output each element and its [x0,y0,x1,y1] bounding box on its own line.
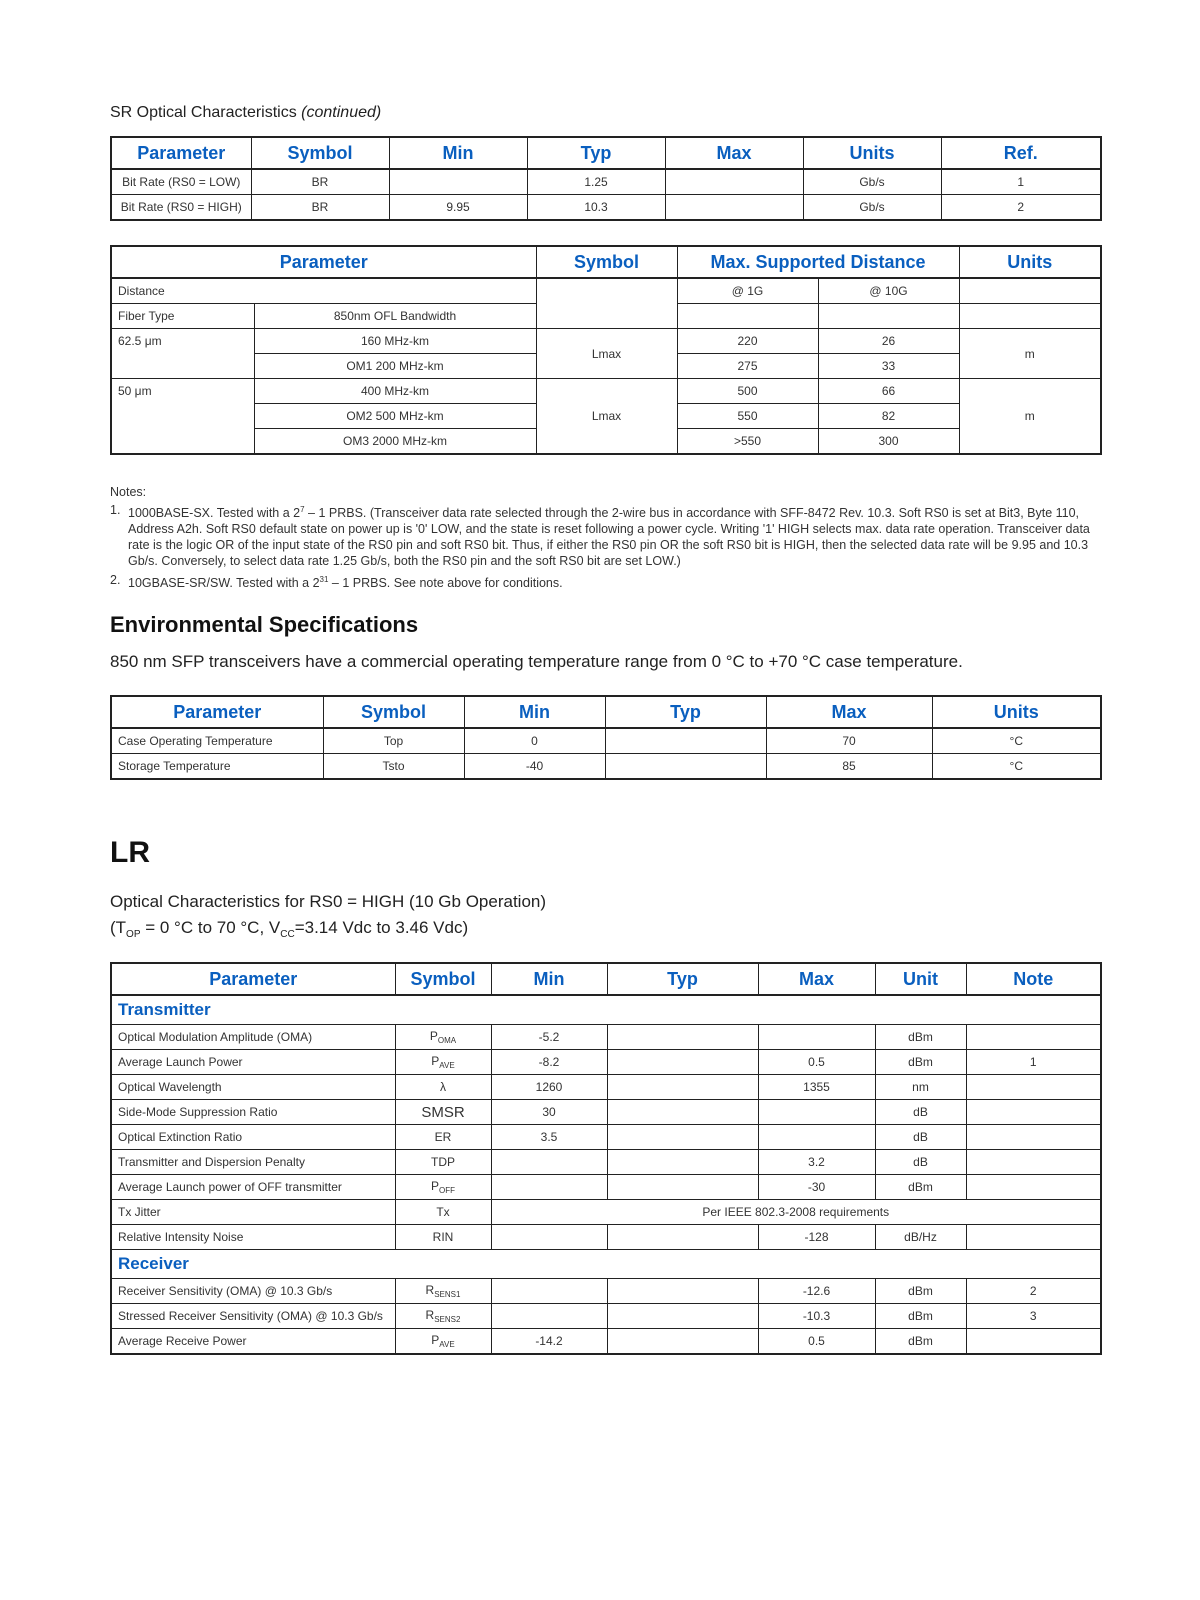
symbol-text: λ [440,1080,446,1094]
header-parameter: Parameter [111,963,395,995]
note-item [110,502,1100,569]
cell-10g: 82 [818,404,959,429]
cell-max: 70 [766,728,932,754]
cell-max: 0.5 [758,1329,875,1355]
cell-unit: dB/Hz [875,1225,966,1250]
cell-symbol: RIN [395,1225,491,1250]
cell-1g: 500 [677,379,818,404]
symbol-text: TDP [431,1155,455,1169]
cell-min: -8.2 [491,1050,607,1075]
cell-bandwidth: OM1 200 MHz-km [254,354,536,379]
cell-min: 0 [464,728,605,754]
cell-unit: dBm [875,1304,966,1329]
cell-min: 9.95 [389,195,527,221]
cell-symbol: BR [251,169,389,195]
cell-units-empty [959,278,1101,304]
table-row [111,329,1101,354]
cell-parameter: Storage Temperature [111,754,323,780]
cell-bandwidth: OM3 2000 MHz-km [254,429,536,455]
cell-note [966,1175,1101,1200]
cond-subscript: OP [126,929,141,940]
cell-symbol: Lmax [536,379,677,455]
header-max: Max [758,963,875,995]
table-row [111,195,1101,221]
header-units: Units [959,246,1101,278]
cell-min [491,1225,607,1250]
lr-optical-table [110,962,1102,1355]
cell-parameter: Relative Intensity Noise [111,1225,395,1250]
header-symbol: Symbol [251,137,389,169]
header-symbol: Symbol [395,963,491,995]
header-units: Units [932,696,1101,728]
cell-min [491,1150,607,1175]
cell-symbol [395,1075,491,1100]
cell-note: 3 [966,1304,1101,1329]
cell-typ [607,1125,758,1150]
cell-unit: dB [875,1100,966,1125]
header-max: Max [766,696,932,728]
cell-typ [607,1279,758,1304]
cell-parameter: Receiver Sensitivity (OMA) @ 10.3 Gb/s [111,1279,395,1304]
section-label: Receiver [111,1250,1101,1279]
header-parameter: Parameter [111,137,251,169]
cell-max: -30 [758,1175,875,1200]
table-header-row [111,963,1101,995]
cell-unit: dB [875,1150,966,1175]
table-row [111,1200,1101,1225]
header-min: Min [491,963,607,995]
cell-min [491,1304,607,1329]
cell-fiber-62: 62.5 μm [111,329,254,379]
cell-1g: 275 [677,354,818,379]
cell-1g: >550 [677,429,818,455]
symbol-text: P [430,1179,439,1193]
table-row [111,1025,1101,1050]
section-label: Transmitter [111,995,1101,1025]
cell-parameter: Transmitter and Dispersion Penalty [111,1150,395,1175]
symbol-text: P [431,1054,440,1068]
table-row [111,1225,1101,1250]
symbol-subscript: OMA [437,1036,457,1045]
cell-min [389,169,527,195]
cell-symbol: Top [323,728,464,754]
symbol-text: R [425,1283,435,1297]
cell-max: -10.3 [758,1304,875,1329]
symbol-subscript: AVE [439,1061,455,1070]
header-min: Min [464,696,605,728]
cell-units: Gb/s [803,195,941,221]
cell-symbol: Lmax [536,329,677,379]
cell-symbol [395,1279,491,1304]
cell-max: -12.6 [758,1279,875,1304]
note-text-part: 10GBASE-SR/SW. Tested with a 2 [128,576,320,591]
cell-parameter: Bit Rate (RS0 = HIGH) [111,195,251,221]
cell-10g: 66 [818,379,959,404]
cond-text: = 0 °C to 70 °C, V [140,918,281,937]
cell-10g: 26 [818,329,959,354]
notes-title: Notes: [110,485,147,499]
cell-note: 1 [966,1050,1101,1075]
note-text [128,502,1100,569]
cell-parameter: Case Operating Temperature [111,728,323,754]
cell-symbol [395,1100,491,1125]
table-row [111,1329,1101,1355]
table-header-row [111,696,1101,728]
cell-max: 0.5 [758,1050,875,1075]
table-header-row [111,246,1101,278]
cell-note [966,1025,1101,1050]
section-row-receiver [111,1250,1101,1279]
cell-symbol [395,1304,491,1329]
cell-typ: 1.25 [527,169,665,195]
cell-empty [677,304,818,329]
cell-1g: 220 [677,329,818,354]
cell-fiber-50: 50 μm [111,379,254,455]
notes-block [110,484,1100,591]
table-row [111,754,1101,780]
symbol-text: P [429,1029,438,1043]
cell-typ [607,1075,758,1100]
header-ref: Ref. [941,137,1101,169]
cell-unit: dBm [875,1329,966,1355]
cell-note [966,1225,1101,1250]
symbol-subscript: OFF [439,1186,455,1195]
table-header-row [111,137,1101,169]
cell-symbol [395,1175,491,1200]
cell-symbol-empty [536,278,677,329]
cell-parameter: Optical Extinction Ratio [111,1125,395,1150]
table-row [111,1075,1101,1100]
cell-typ [607,1225,758,1250]
env-table [110,695,1102,780]
cell-max: 3.2 [758,1150,875,1175]
cell-typ [607,1304,758,1329]
cell-max: -128 [758,1225,875,1250]
cell-note [966,1329,1101,1355]
cell-symbol: BR [251,195,389,221]
cell-symbol: Tsto [323,754,464,780]
cell-at-1g: @ 1G [677,278,818,304]
symbol-subscript: SENS1 [434,1290,461,1299]
symbol-subscript: SENS2 [434,1315,461,1324]
cell-symbol [395,1125,491,1150]
cell-unit: dB [875,1125,966,1150]
cell-unit: nm [875,1075,966,1100]
cell-typ [607,1100,758,1125]
cell-bandwidth: OM2 500 MHz-km [254,404,536,429]
header-symbol: Symbol [536,246,677,278]
cell-fiber-type-value: 850nm OFL Bandwidth [254,304,536,329]
cell-typ [607,1025,758,1050]
env-intro: 850 nm SFP transceivers have a commercial operating temperature range from 0 °C to +70 °C case temperature. [110,652,963,671]
cell-symbol [395,1050,491,1075]
header-parameter: Parameter [111,246,536,278]
note-exponent: 7 [300,505,305,514]
note-text-part: – 1 PRBS. (Transceiver data rate selected through the 2-wire bus in accordance with SFF-8472 Rev. 10.3. Soft RS0 is set at Bit3, Byte 110, Address A2h. Soft RS0 default state on power up is '0' LOW, and the state is reset following a power cycle. Writing '1' HIGH selects max. data rate operation. Transceiver data rate is the logic OR of the input state of the RS0 pin and soft RS0 bit. Thus, if either the RS0 pin OR the soft RS0 bit is HIGH, then the selected data rate will be 9.95 and 10.3 Gb/s. Conversely, to select data rate 1.25 Gb/s, both the RS0 pin and the soft RS0 bit are set LOW.) [128,506,1090,569]
cell-parameter: Side-Mode Suppression Ratio [111,1100,395,1125]
header-max: Max [665,137,803,169]
header-units: Units [803,137,941,169]
symbol-subscript: AVE [439,1340,455,1349]
cell-parameter: Average Receive Power [111,1329,395,1355]
cell-parameter: Optical Modulation Amplitude (OMA) [111,1025,395,1050]
cell-min: 3.5 [491,1125,607,1150]
symbol-text: ER [434,1130,452,1144]
header-min: Min [389,137,527,169]
cell-max [665,169,803,195]
cell-ref: 2 [941,195,1101,221]
cell-bandwidth: 400 MHz-km [254,379,536,404]
table-row [111,1150,1101,1175]
cell-parameter: Average Launch Power [111,1050,395,1075]
cell-unit: dBm [875,1025,966,1050]
cell-typ [607,1150,758,1175]
cell-parameter: Optical Wavelength [111,1075,395,1100]
cell-units: °C [932,754,1101,780]
cell-symbol [395,1150,491,1175]
cell-unit: dBm [875,1050,966,1075]
cell-note: 2 [966,1279,1101,1304]
header-typ: Typ [527,137,665,169]
sr-caption-main: SR Optical Characteristics [110,104,297,121]
note-item [110,572,1100,591]
table-row [111,1304,1101,1329]
cell-units: m [959,379,1101,455]
symbol-text: R [425,1308,435,1322]
cell-min: -40 [464,754,605,780]
cell-min: 30 [491,1100,607,1125]
lr-heading: LR [110,836,150,869]
cell-empty [959,304,1101,329]
cell-note [966,1125,1101,1150]
header-note: Note [966,963,1101,995]
cell-symbol: Tx [395,1200,491,1225]
cell-min [491,1175,607,1200]
header-typ: Typ [607,963,758,995]
header-symbol: Symbol [323,696,464,728]
cell-max [758,1125,875,1150]
table-row [111,1125,1101,1150]
header-max-distance: Max. Supported Distance [677,246,959,278]
cell-note [966,1100,1101,1125]
header-typ: Typ [605,696,766,728]
section-row-transmitter [111,995,1101,1025]
cell-at-10g: @ 10G [818,278,959,304]
lr-subtitle: Optical Characteristics for RS0 = HIGH (10 Gb Operation) [110,892,547,911]
cell-typ [607,1050,758,1075]
sr-bitrate-table [110,136,1102,221]
cell-fiber-type-label: Fiber Type [111,304,254,329]
note-number: 1. [110,503,121,517]
cell-parameter: Bit Rate (RS0 = LOW) [111,169,251,195]
transmitter-rows [111,1025,1101,1200]
cell-min: -14.2 [491,1329,607,1355]
table-row [111,278,1101,304]
receiver-rows [111,1279,1101,1355]
sr-table-caption [110,104,381,122]
cell-unit: dBm [875,1279,966,1304]
table-row [111,728,1101,754]
cell-typ [607,1175,758,1200]
cell-note [966,1150,1101,1175]
cond-text: (T [110,918,127,937]
cell-typ [607,1329,758,1355]
cell-max [665,195,803,221]
cell-typ: 10.3 [527,195,665,221]
note-exponent: 31 [319,575,329,585]
cell-parameter: Average Launch power of OFF transmitter [111,1175,395,1200]
cell-empty [818,304,959,329]
cell-parameter: Tx Jitter [111,1200,395,1225]
cond-subscript: CC [280,929,295,940]
cell-max: 1355 [758,1075,875,1100]
note-text-part: – 1 PRBS. See note above for conditions. [328,576,563,591]
cell-symbol [395,1025,491,1050]
cell-max [758,1025,875,1050]
cell-span-note: Per IEEE 802.3-2008 requirements [491,1200,1101,1225]
cell-distance-label: Distance [111,278,536,304]
cell-typ [605,754,766,780]
lr-conditions [110,918,468,940]
cell-typ [605,728,766,754]
cell-min: -5.2 [491,1025,607,1050]
symbol-text: P [431,1333,440,1347]
cell-10g: 33 [818,354,959,379]
table-row [111,1100,1101,1125]
table-row [111,1050,1101,1075]
table-row [111,169,1101,195]
cell-10g: 300 [818,429,959,455]
cell-bandwidth: 160 MHz-km [254,329,536,354]
env-heading: Environmental Specifications [110,612,419,637]
cell-max: 85 [766,754,932,780]
table-row [111,379,1101,404]
cell-note [966,1075,1101,1100]
cell-1g: 550 [677,404,818,429]
symbol-text: SMSR [421,1103,465,1121]
sr-caption-continued: (continued) [301,104,382,121]
cell-min: 1260 [491,1075,607,1100]
cell-max [758,1100,875,1125]
cell-symbol [395,1329,491,1355]
cell-unit: dBm [875,1175,966,1200]
cell-units: m [959,329,1101,379]
header-parameter: Parameter [111,696,323,728]
cell-min [491,1279,607,1304]
note-text [128,572,1100,591]
note-number: 2. [110,573,121,588]
cell-ref: 1 [941,169,1101,195]
header-unit: Unit [875,963,966,995]
table-row [111,1175,1101,1200]
note-text-part: 1000BASE-SX. Tested with a 2 [128,506,301,521]
cell-units: Gb/s [803,169,941,195]
distance-table [110,245,1102,455]
cond-text: =3.14 Vdc to 3.46 Vdc) [294,918,469,937]
cell-units: °C [932,728,1101,754]
table-row [111,1279,1101,1304]
cell-parameter: Stressed Receiver Sensitivity (OMA) @ 10.3 Gb/s [111,1304,395,1329]
